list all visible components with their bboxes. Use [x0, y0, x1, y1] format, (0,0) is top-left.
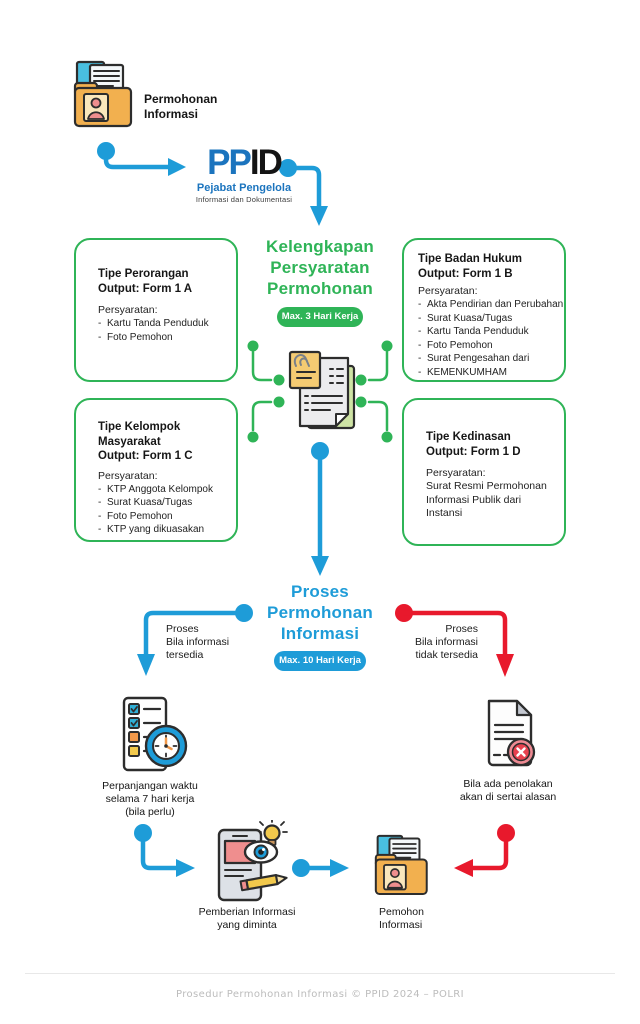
connector-box-badan-hukum [356, 341, 393, 386]
stage1-title-line: Persyaratan [270, 258, 370, 277]
box-items: - Kartu Tanda Penduduk - Foto Pemohon [98, 317, 232, 344]
stage2-title-line: Permohonan [267, 603, 373, 622]
extension-caption: Perpanjangan waktu selama 7 hari kerja (bila perlu) [102, 780, 198, 818]
box-items: - Akta Pendirian dan Perubahan - Surat Kuasa/Tugas - Kartu Tanda Penduduk - Foto Pemohon - Surat Pengesahan dari - KEMENKUMHAM [418, 298, 562, 379]
box-title: Tipe Kedinasan Output: Form 1 D [426, 431, 521, 458]
box-tipe-perorangan [74, 238, 238, 382]
paperclip-document-icon [284, 348, 360, 434]
connector-box-kedinasan [356, 397, 393, 443]
box-req-label: Persyaratan: [98, 304, 158, 316]
box-title: Tipe Perorangan Output: Form 1 A [98, 268, 193, 295]
start-node-label [144, 92, 217, 122]
info-delivery-icon [211, 820, 289, 904]
ppid-logo [186, 143, 302, 204]
branch-unavailable-label: Proses Bila informasi tidak tersedia [414, 623, 478, 661]
box-note: Surat Resmi Permohonan Informasi Publik dari Instansi [426, 480, 547, 519]
rejection-caption: Bila ada penolakan akan di sertai alasan [459, 778, 557, 803]
ppid-logo-pp: PP [207, 143, 250, 182]
stage1-title-line: Permohonan [267, 279, 373, 298]
stage2-title [235, 581, 405, 644]
requester-caption: Pemohon Informasi [379, 906, 424, 931]
connector-box-perorangan [248, 341, 285, 386]
delivery-caption: Pemberian Informasi yang diminta [198, 906, 296, 931]
stage2-title-line: Informasi [280, 624, 360, 643]
stage2-title-line: Proses [291, 582, 349, 601]
stage2-badge: Max. 10 Hari Kerja [274, 651, 366, 671]
box-tipe-kelompok-masyarakat [74, 398, 238, 542]
box-tipe-kedinasan [402, 398, 566, 546]
stage1-title [235, 236, 405, 299]
box-req-label: Persyaratan: [418, 285, 478, 297]
branch-available-label: Proses Bila informasi tersedia [166, 623, 230, 661]
box-req-label: Persyaratan: [98, 469, 158, 482]
box-tipe-badan-hukum [402, 238, 566, 382]
ppid-logo-subtitle1: Pejabat Pengelola [196, 182, 292, 194]
connector-delivery-to-requester [292, 859, 349, 877]
connector-start-to-ppid [97, 142, 186, 176]
start-label-line: Permohonan [144, 92, 218, 106]
stage1-badge: Max. 3 Hari Kerja [277, 307, 363, 327]
ppid-logo-word [186, 143, 302, 182]
folder-documents-icon [374, 831, 434, 897]
box-items: - KTP Anggota Kelompok - Surat Kuasa/Tugas - Foto Pemohon - KTP yang dikuasakan [98, 483, 232, 537]
box-title: Tipe Badan Hukum Output: Form 1 B [418, 253, 522, 280]
ppid-logo-subtitle2: Informasi dan Dokumentasi [195, 195, 293, 204]
connector-box-kelompok [248, 397, 285, 443]
box-req-label: Persyaratan: [426, 467, 486, 479]
connector-extension-to-delivery [134, 824, 195, 877]
checklist-clock-icon [118, 696, 188, 774]
connector-rejection-to-requester [454, 824, 515, 877]
rejected-document-icon [479, 699, 537, 769]
ppid-logo-id: ID [249, 143, 281, 182]
stage1-title-line: Kelengkapan [265, 237, 374, 256]
footer-divider [25, 973, 615, 974]
connector-stage1-to-stage2 [311, 442, 329, 576]
start-label-line: Informasi [144, 107, 199, 121]
footer-caption: Prosedur Permohonan Informasi © PPID 2024 – POLRI [175, 989, 464, 1000]
box-title: Tipe Kelompok Masyarakat Output: Form 1 C [98, 421, 193, 462]
folder-documents-icon [73, 57, 139, 129]
